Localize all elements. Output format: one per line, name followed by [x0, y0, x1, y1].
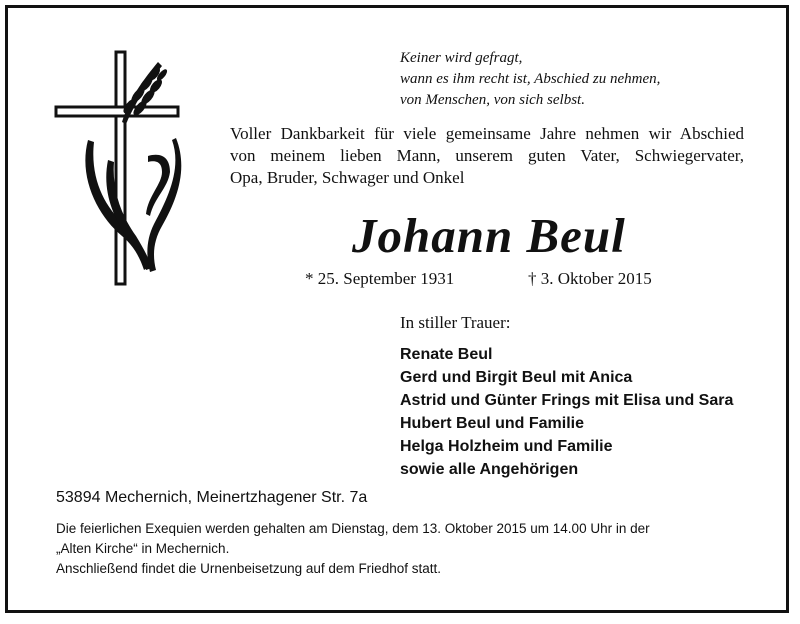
cross-with-wheat-icon: [50, 48, 185, 293]
address: 53894 Mechernich, Meinertzhagener Str. 7a: [56, 489, 368, 506]
poem-line: von Menschen, von sich selbst.: [400, 92, 585, 108]
service-info-line: Anschließend findet die Urnenbeisetzung auf dem Friedhof statt.: [56, 561, 441, 576]
birth-date: * 25. September 1931: [305, 269, 455, 288]
deceased-name: Johann Beul: [352, 208, 626, 263]
list-item: Hubert Beul und Familie: [400, 415, 585, 432]
service-info-line: Die feierlichen Exequien werden gehalten am Dienstag, dem 13. Oktober 2015 um 14.00 Uhr in der: [56, 521, 650, 536]
list-item: Renate Beul: [400, 346, 493, 363]
list-item: Astrid und Günter Frings mit Elisa und Sara: [400, 392, 734, 409]
intro-text: [230, 123, 744, 189]
mourning-label: In stiller Trauer:: [400, 313, 511, 332]
death-date: † 3. Oktober 2015: [528, 269, 652, 288]
service-info: [56, 519, 746, 579]
list-item: Gerd und Birgit Beul mit Anica: [400, 369, 633, 386]
family-list: [400, 343, 733, 481]
poem: [400, 48, 660, 111]
intro-line: Opa, Bruder, Schwager und Onkel: [230, 168, 465, 187]
list-item: Helga Holzheim und Familie: [400, 438, 613, 455]
poem-line: Keiner wird gefragt,: [400, 50, 523, 66]
service-info-line: „Alten Kirche“ in Mechernich.: [56, 541, 230, 556]
intro-line: Voller Dankbarkeit für viele gemeinsame Jahre nehmen wir Abschied: [230, 124, 744, 143]
poem-line: wann es ihm recht ist, Abschied zu nehmen,: [400, 71, 661, 87]
intro-line: von meinem lieben Mann, unserem guten Vater, Schwiegervater,: [230, 146, 744, 165]
list-item: sowie alle Angehörigen: [400, 461, 579, 478]
